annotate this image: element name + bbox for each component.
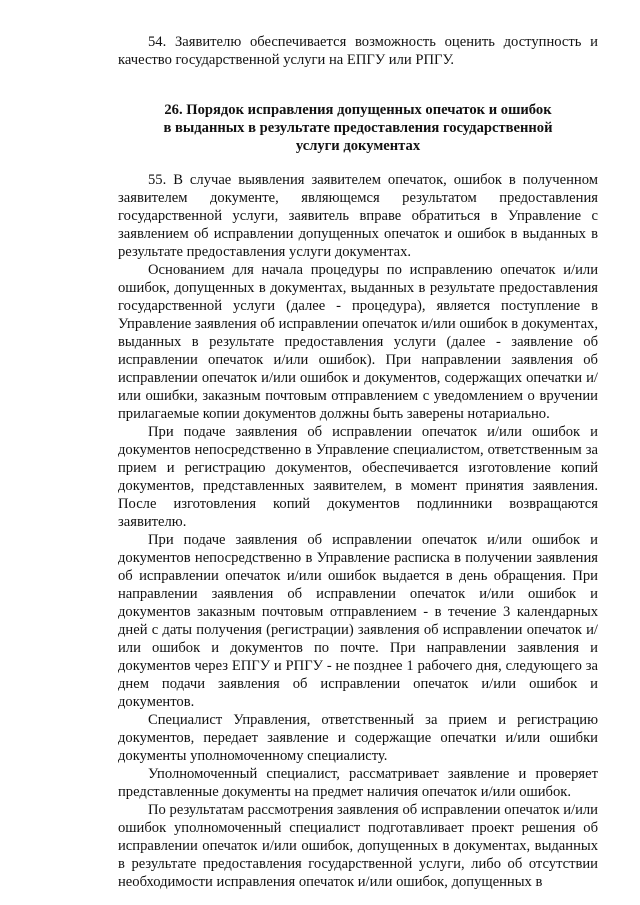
document-body xyxy=(118,33,598,891)
paragraph-55: 55. В случае выявления заявителем опечаток, ошибок в полученном заявителем документе, являющемся результатом предоставления государственной услуги, заявитель вправе обратиться в Управление с заявлением об исправлении допущенных опечаток и ошибок в выданных в результате предоставления услуги документах. xyxy=(118,172,598,260)
section-heading xyxy=(118,101,598,155)
paragraph-decision: По результатам рассмотрения заявления об исправлении опечаток и/или ошибок уполномоченный специалист подготавливает проект решения об исправлении опечаток и/или ошибок, допущенных в документах, выданных в результате предоставления государственной услуги, либо об отсутствии необходимости исправления опечаток и/или ошибок, допущенных в xyxy=(118,802,598,890)
paragraph-copies: При подаче заявления об исправлении опечаток и/или ошибок и документов непосредственно в Управление специалистом, ответственным за прием и регистрацию документов, обеспечивается изготовление копий документов, представленных заявителем, в момент принятия заявления. После изготовления копий документов подлинники возвращаются заявителю. xyxy=(118,424,598,530)
section-heading-line-1: 26. Порядок исправления допущенных опечаток и ошибок xyxy=(164,102,552,118)
section-heading-line-2: в выданных в результате предоставления государственной xyxy=(163,120,553,136)
paragraph-procedure-basis: Основанием для начала процедуры по исправлению опечаток и/или ошибок, допущенных в документах, выданных в результате предоставления государственной услуги (далее - процедура), является поступление в Управление заявления об исправлении опечаток и/или ошибок в документах, выданных в результате предоставления услуги (далее - заявление об исправлении опечаток и/или ошибок). При направлении заявления об исправлении опечаток и/или ошибок и документов, содержащих опечатки и/или ошибки, заказным почтовым отправлением с уведомлением о вручении прилагаемые копии документов должны быть заверены нотариально. xyxy=(118,262,598,422)
section-heading-line-3: услуги документах xyxy=(295,138,421,154)
paragraph-specialist-transfer: Специалист Управления, ответственный за прием и регистрацию документов, передает заявление и содержащие опечатки и/или ошибки документы уполномоченному специалисту. xyxy=(118,712,598,764)
paragraph-receipt: При подаче заявления об исправлении опечаток и/или ошибок и документов непосредственно в Управление расписка в получении заявления об исправлении опечаток и/или ошибок выдается в день обращения. При направлении заявления об исправлении опечаток и/или ошибок и документов заказным почтовым отправлением - в течение 3 календарных дней с даты получения (регистрации) заявления об исправлении опечаток и/или ошибок и документов по почте. При направлении заявления и документов через ЕПГУ и РПГУ - не позднее 1 рабочего дня, следующего за днем подачи заявления об исправлении опечаток и/или ошибок и документов. xyxy=(118,532,598,710)
paragraph-review: Уполномоченный специалист, рассматривает заявление и проверяет представленные документы на предмет наличия опечаток и/или ошибок. xyxy=(118,766,598,800)
paragraph-54: 54. Заявителю обеспечивается возможность оценить доступность и качество государственной услуги на ЕПГУ или РПГУ. xyxy=(118,34,598,68)
